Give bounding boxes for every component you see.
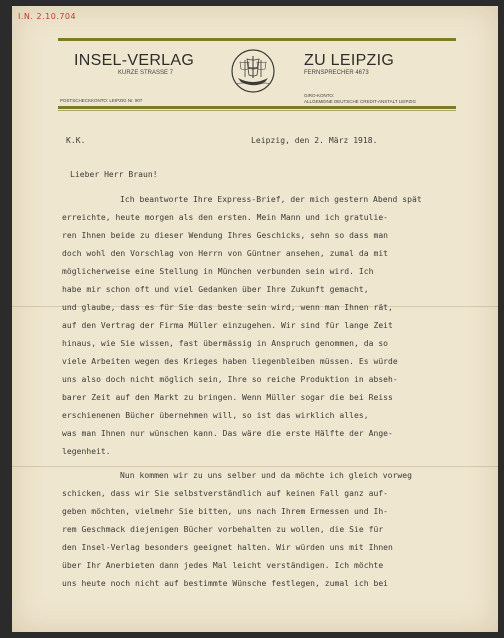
body-line: doch wohl den Vorschlag von Herrn von Güntner ansehen, zumal da mit [62, 249, 389, 258]
body-line: hinaus, wie Sie wissen, fast übermässig in Anspruch genommen, da so [62, 339, 389, 348]
body-line: ren Ihnen beide zu dieser Wendung Ihres Geschicks, sehn so dass man [62, 231, 389, 240]
fold-line [12, 466, 498, 467]
giro-account [304, 93, 456, 104]
body-line: legenheit. [62, 447, 111, 456]
body-line: was man Ihnen nur wünschen kann. Das wäre die erste Hälfte der Ange- [62, 429, 393, 438]
body-line: Ich beantworte Ihre Express-Brief, der mich gestern Abend spät [120, 195, 422, 204]
body-line: barer Zeit auf den Markt zu bringen. Wenn Müller sogar die bei Reiss [62, 393, 393, 402]
archive-stamp: I.N. 2.10.704 [18, 12, 77, 21]
publisher-city: ZU LEIPZIG [304, 52, 395, 69]
body-line: erreichte, heute morgen als den ersten. Mein Mann und ich gratulie- [62, 213, 389, 222]
publisher-street: KURZE STRASSE 7 [118, 70, 174, 76]
letterhead-top-rule [58, 38, 456, 41]
publisher-phone: FERNSPRECHER 4673 [304, 70, 369, 76]
body-line: erschienenen Bücher übernehmen will, so ist das wirklich alles, [62, 411, 369, 420]
body-line: auf den Vertrag der Firma Müller einzugehen. Wir sind für lange Zeit [62, 321, 393, 330]
ship-logo-icon [230, 48, 276, 94]
body-line: möglicherweise eine Stellung in München verbunden sein wird. Ich [62, 267, 374, 276]
letter-page [12, 6, 498, 632]
letterhead-bottom-rule-thin [58, 110, 456, 111]
giro-label: GIRO-KONTO: [304, 93, 335, 98]
body-line: Nun kommen wir zu uns selber und da möchte ich gleich vorweg [120, 471, 412, 480]
giro-bank: ALLGEMEINE DEUTSCHE CREDIT-ANSTALT LEIPZIG [304, 98, 417, 104]
letterhead-bottom-rule [58, 106, 456, 109]
body-line: habe mir schon oft und viel Gedanken über Ihre Zukunft gemacht, [62, 285, 369, 294]
body-line: den Insel-Verlag besonders geeignet halten. Wir würden uns mit Ihnen [62, 543, 393, 552]
body-line: viele Arbeiten wegen des Krieges haben liegenbleiben müssen. Es würde [62, 357, 398, 366]
letterhead [58, 38, 456, 110]
publisher-name: INSEL-VERLAG [74, 52, 195, 69]
body-line: rem Geschmack diejenigen Bücher vorbehalten zu wollen, die Sie für [62, 525, 384, 534]
body-line: uns heute noch nicht auf bestimmte Wünsche festlegen, zumal ich bei [62, 579, 389, 588]
body-line: und glaube, dass es für Sie das beste sein wird, wenn man Ihnen rät, [62, 303, 393, 312]
body-line: uns also doch nicht möglich sein, Ihre so reiche Produktion in abseh- [62, 375, 398, 384]
postcheck-account: POSTSCHECKKONTO: LEIPZIG Nr. 907 [60, 98, 143, 103]
body-line: geben möchten, vielmehr Sie bitten, uns nach Ihrem Ermessen und Ih- [62, 507, 389, 516]
reference-initials: K.K. [66, 136, 86, 145]
date-line: Leipzig, den 2. März 1918. [251, 136, 378, 145]
salutation: Lieber Herr Braun! [70, 170, 158, 179]
body-line: schicken, dass wir Sie selbstverständlich auf keinen Fall ganz auf- [62, 489, 389, 498]
body-line: über Ihr Anerbieten dann jedes Mal leicht verständigen. Ich möchte [62, 561, 384, 570]
